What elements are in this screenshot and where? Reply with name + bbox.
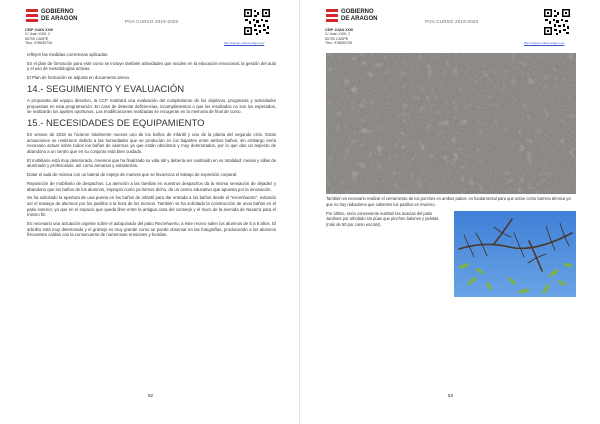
logo-line-2: DE ARAGON [341, 16, 378, 22]
school-name: CEIP JUAN XXIII [25, 28, 53, 32]
paragraph: En verano de 2018 se hicieron totalmente nuevos uno de los baños de infantil y uno de la planta del segundo ciclo. Estas actuaciones se realizaron debido a las humedades que se producían en los bajantes entre ambos baños, sin embargo sería necesario actuar sobre todos los baños de alumnos ya que están obsoletos y muy deteriorados, por lo que dan un aspecto de abandono a un centro que en su conjunto está bien cuidado. [27, 131, 276, 155]
paragraph: Reposición de mobiliario de despachos. La atención a las familias en nuestros despachos da la misma sensación de dejadez y abandono que los baños de los alumnos, impropio como ya hemos dicho, de un centro educativo que apuesta por la innovación. [27, 180, 276, 192]
section-heading-15: 15.- NECESIDADES DE EQUIPAMIENTO [27, 117, 205, 129]
thorn-branch-photo [454, 211, 576, 297]
header-title: PGA CURSO 2019-2020 [425, 19, 479, 24]
school-phone: Tfno. 976630726 [325, 41, 353, 46]
note-text [326, 211, 446, 227]
paragraph: También es necesario realizar el cerramiento de los porches en ambos patios, es fundamental para que actúe como barrera térmica ya que no hay radiadores que calienten los pasillos en invierno. [326, 196, 571, 207]
qr-code-icon [244, 9, 270, 35]
paragraph: reflejen las medidas correctoras aplicadas. [27, 52, 109, 57]
school-city: 50700 CASPE [325, 36, 349, 41]
school-info [325, 28, 353, 46]
school-info [25, 28, 53, 46]
school-address: C/ Juan XXIII, 2 [25, 32, 51, 37]
aragon-emblem-icon [325, 8, 339, 24]
page-number: 52 [148, 393, 154, 398]
paragraph: Es necesario una actuación urgente sobre el adoquinado del patio Recrehuerto, a este recreo salen los alumnos de 5 a 8 años. El arbolito está muy deteriorado y el granejo es muy grande como se puede observar en las fotografías, produciendo a los alumnos frecuentes caídas con la consecuente de numerosas erosiones y heridas. [27, 221, 276, 238]
qr-code-icon [544, 9, 570, 35]
qr-link[interactable]: http://cpjuan.educa.aragon.es/ [524, 41, 565, 45]
right-text [326, 196, 576, 210]
paragraph: A propuesta del equipo directivo, la CCP realizará una evaluación del cumplimiento de los objetivos, programas y actividades propuestas en esta programación. En caso de detectar deficiencias, incumplimientos o que los resultados no son los esperados, se realizarán los ajustes oportunos. Las modificaciones realizadas se recogerán en la memoria de final de curso. [27, 97, 276, 115]
paragraph: Por último, sería conveniente sustituir las acacias del patio Jardines por arbolado sin púas que pinchen balones y pelotas (más de 50 por curso escolar). [326, 211, 439, 227]
logo-line-1: GOBIERNO [341, 9, 374, 15]
section-heading-14: 14.- SEGUIMIENTO Y EVALUACIÓN [27, 83, 185, 95]
paragraph: Se ha solicitado la apertura de una puerta en los baños de infantil para dar entrada a los baños desde el "escenhuerto", evitando así el trasiego de alumnos por los pasillos a la hora de los recreos. También se ha solicitado la construcción de unos baños en el patio exterior, ya que en el espacio que queda libre entre la antigua casa del conserje y el muro de la avenida de Navarra para el mismo fin. [27, 195, 276, 218]
school-name: CEIP JUAN XXIII [325, 28, 353, 32]
school-address: C/ Juan XXIII, 2 [325, 32, 351, 37]
page-number: 53 [448, 393, 454, 398]
aragon-emblem-icon [25, 8, 39, 24]
school-phone: Tfno. 976630726 [25, 41, 53, 46]
qr-link[interactable]: http://cpjuan.educa.aragon.es/ [224, 41, 265, 45]
paragraph: Dotar el aula de música con un lateral de espejo de manera que se favorezca el trabajo de expresión corporal. [27, 172, 238, 178]
school-city: 50700 CASPE [25, 36, 49, 41]
right-page [300, 0, 600, 424]
left-content [27, 52, 276, 241]
paragraph: En el plan de formación para este curso se incluye también actividades que inciden en la educación emocional, la gestión del aula y el uso de metodologías activas. [27, 60, 276, 72]
logo-line-2: DE ARAGON [41, 16, 78, 22]
paragraph: El Plan de formación se adjunta en documento anexo. [27, 75, 131, 81]
header-title: PGA CURSO 2019-2020 [125, 19, 179, 24]
government-logo [25, 8, 85, 26]
government-logo [325, 8, 385, 26]
logo-line-1: GOBIERNO [41, 9, 74, 15]
gravel-photo [326, 53, 576, 194]
paragraph: El mobiliario está muy deteriorado, creemos que ha finalizado su vida útil y debería ser sustituido en su totalidad: mesas y sillas de alumnado y profesorado, así como armarios y estanterías. [27, 157, 276, 169]
